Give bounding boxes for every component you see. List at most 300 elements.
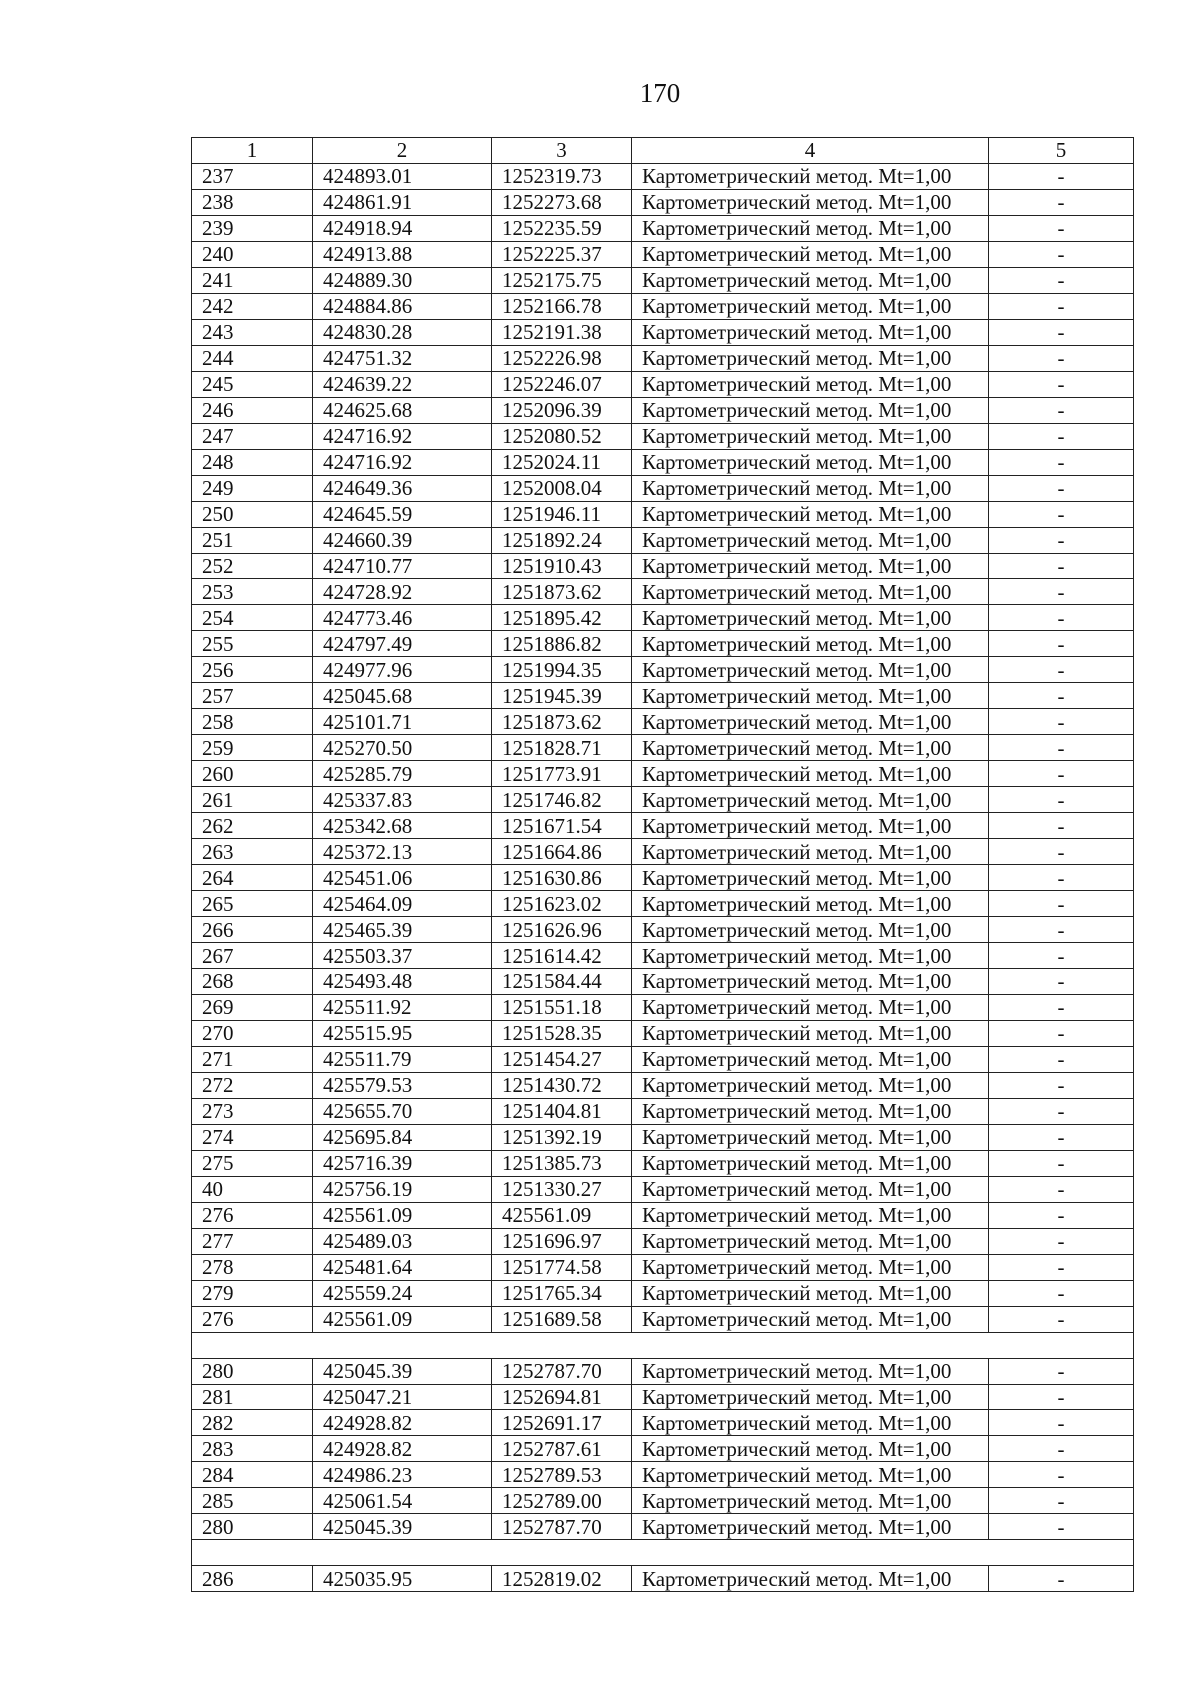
coordinate-y-cell: 1251689.58 [492,1306,632,1332]
note-cell: - [989,423,1134,449]
coordinate-y-cell: 1252008.04 [492,475,632,501]
coordinate-y-cell: 1251746.82 [492,787,632,813]
point-number-cell: 251 [192,527,313,553]
note-cell: - [989,1384,1134,1410]
table-row [192,709,1134,735]
method-cell: Картометрический метод. Mt=1,00 [632,994,989,1020]
separator-row [192,1332,1134,1358]
coordinate-x-cell: 424625.68 [313,397,492,423]
table-row [192,1046,1134,1072]
point-number-cell: 256 [192,657,313,683]
table-row [192,1254,1134,1280]
coordinate-x-cell: 425695.84 [313,1124,492,1150]
table-row [192,1228,1134,1254]
method-cell: Картометрический метод. Mt=1,00 [632,1254,989,1280]
separator-cell [192,1540,1134,1566]
point-number-cell: 238 [192,189,313,215]
table-row [192,579,1134,605]
coordinate-y-cell: 1251385.73 [492,1150,632,1176]
point-number-cell: 253 [192,579,313,605]
table-row [192,1514,1134,1540]
point-number-cell: 272 [192,1072,313,1098]
coordinate-y-cell: 1252096.39 [492,397,632,423]
coordinate-y-cell: 1251630.86 [492,865,632,891]
note-cell: - [989,163,1134,189]
table-row [192,267,1134,293]
table-row [192,1566,1134,1592]
note-cell: - [989,1072,1134,1098]
note-cell: - [989,1436,1134,1462]
separator-row [192,1540,1134,1566]
method-cell: Картометрический метод. Mt=1,00 [632,943,989,969]
note-cell: - [989,371,1134,397]
table-row [192,917,1134,943]
coordinate-y-cell: 1252175.75 [492,267,632,293]
table-row [192,605,1134,631]
point-number-cell: 264 [192,865,313,891]
note-cell: - [989,267,1134,293]
note-cell: - [989,1020,1134,1046]
table-row [192,1358,1134,1384]
coordinate-x-cell: 424884.86 [313,293,492,319]
note-cell: - [989,553,1134,579]
coordinate-x-cell: 424977.96 [313,657,492,683]
point-number-cell: 261 [192,787,313,813]
point-number-cell: 259 [192,735,313,761]
point-number-cell: 276 [192,1202,313,1228]
point-number-cell: 274 [192,1124,313,1150]
method-cell: Картометрический метод. Mt=1,00 [632,319,989,345]
note-cell: - [989,994,1134,1020]
method-cell: Картометрический метод. Mt=1,00 [632,709,989,735]
method-cell: Картометрический метод. Mt=1,00 [632,1228,989,1254]
table-row [192,241,1134,267]
note-cell: - [989,631,1134,657]
point-number-cell: 273 [192,1098,313,1124]
coordinate-y-cell: 1251404.81 [492,1098,632,1124]
header-col-4: 4 [632,138,989,164]
coordinate-x-cell: 425061.54 [313,1488,492,1514]
coordinate-y-cell: 425561.09 [492,1202,632,1228]
coordinates-table [191,137,1134,1592]
note-cell: - [989,1514,1134,1540]
table-row [192,1384,1134,1410]
table-row [192,943,1134,969]
note-cell: - [989,1098,1134,1124]
point-number-cell: 254 [192,605,313,631]
table-row [192,527,1134,553]
point-number-cell: 250 [192,501,313,527]
point-number-cell: 275 [192,1150,313,1176]
coordinate-x-cell: 425045.68 [313,683,492,709]
coordinate-x-cell: 424986.23 [313,1462,492,1488]
method-cell: Картометрический метод. Mt=1,00 [632,345,989,371]
note-cell: - [989,1046,1134,1072]
method-cell: Картометрический метод. Mt=1,00 [632,787,989,813]
coordinate-y-cell: 1252787.70 [492,1358,632,1384]
point-number-cell: 239 [192,215,313,241]
method-cell: Картометрический метод. Mt=1,00 [632,839,989,865]
point-number-cell: 263 [192,839,313,865]
table-row [192,1202,1134,1228]
point-number-cell: 282 [192,1410,313,1436]
coordinate-y-cell: 1251392.19 [492,1124,632,1150]
note-cell: - [989,293,1134,319]
point-number-cell: 271 [192,1046,313,1072]
note-cell: - [989,943,1134,969]
method-cell: Картометрический метод. Mt=1,00 [632,1566,989,1592]
coordinate-x-cell: 425561.09 [313,1202,492,1228]
method-cell: Картометрический метод. Mt=1,00 [632,397,989,423]
method-cell: Картометрический метод. Mt=1,00 [632,813,989,839]
coordinate-y-cell: 1251584.44 [492,969,632,995]
note-cell: - [989,1488,1134,1514]
table-row [192,1098,1134,1124]
coordinate-x-cell: 424918.94 [313,215,492,241]
note-cell: - [989,501,1134,527]
point-number-cell: 40 [192,1176,313,1202]
point-number-cell: 281 [192,1384,313,1410]
coordinate-y-cell: 1252694.81 [492,1384,632,1410]
method-cell: Картометрический метод. Mt=1,00 [632,865,989,891]
note-cell: - [989,1358,1134,1384]
separator-cell [192,1332,1134,1358]
coordinate-y-cell: 1252235.59 [492,215,632,241]
coordinate-y-cell: 1251765.34 [492,1280,632,1306]
table-row [192,1176,1134,1202]
method-cell: Картометрический метод. Mt=1,00 [632,553,989,579]
coordinate-y-cell: 1252225.37 [492,241,632,267]
method-cell: Картометрический метод. Mt=1,00 [632,501,989,527]
note-cell: - [989,1462,1134,1488]
method-cell: Картометрический метод. Mt=1,00 [632,1306,989,1332]
coordinate-x-cell: 425489.03 [313,1228,492,1254]
coordinate-x-cell: 425559.24 [313,1280,492,1306]
table-row [192,1436,1134,1462]
method-cell: Картометрический метод. Mt=1,00 [632,163,989,189]
method-cell: Картометрический метод. Mt=1,00 [632,1280,989,1306]
coordinate-x-cell: 424645.59 [313,501,492,527]
point-number-cell: 269 [192,994,313,1020]
note-cell: - [989,449,1134,475]
coordinate-x-cell: 424639.22 [313,371,492,397]
method-cell: Картометрический метод. Mt=1,00 [632,579,989,605]
table-row [192,1280,1134,1306]
table-body [192,163,1134,1591]
table-row [192,1020,1134,1046]
point-number-cell: 280 [192,1514,313,1540]
table-row [192,813,1134,839]
note-cell: - [989,865,1134,891]
coordinate-x-cell: 425045.39 [313,1358,492,1384]
table-row [192,1488,1134,1514]
point-number-cell: 270 [192,1020,313,1046]
coordinate-x-cell: 424913.88 [313,241,492,267]
point-number-cell: 240 [192,241,313,267]
coordinate-x-cell: 424893.01 [313,163,492,189]
coordinate-y-cell: 1252246.07 [492,371,632,397]
coordinate-y-cell: 1251945.39 [492,683,632,709]
point-number-cell: 255 [192,631,313,657]
coordinate-y-cell: 1252273.68 [492,189,632,215]
note-cell: - [989,1566,1134,1592]
coordinate-x-cell: 425101.71 [313,709,492,735]
coordinate-x-cell: 425285.79 [313,761,492,787]
method-cell: Картометрический метод. Mt=1,00 [632,1202,989,1228]
method-cell: Картометрический метод. Mt=1,00 [632,605,989,631]
note-cell: - [989,1228,1134,1254]
coordinate-x-cell: 425035.95 [313,1566,492,1592]
table-row [192,1072,1134,1098]
note-cell: - [989,891,1134,917]
method-cell: Картометрический метод. Mt=1,00 [632,631,989,657]
coordinate-y-cell: 1252691.17 [492,1410,632,1436]
header-col-1: 1 [192,138,313,164]
method-cell: Картометрический метод. Mt=1,00 [632,1098,989,1124]
coordinate-x-cell: 424710.77 [313,553,492,579]
coordinate-x-cell: 425579.53 [313,1072,492,1098]
note-cell: - [989,683,1134,709]
table-row [192,345,1134,371]
method-cell: Картометрический метод. Mt=1,00 [632,761,989,787]
coordinate-y-cell: 1251626.96 [492,917,632,943]
coordinate-y-cell: 1251671.54 [492,813,632,839]
table-row [192,891,1134,917]
table-row [192,371,1134,397]
table-row [192,735,1134,761]
point-number-cell: 248 [192,449,313,475]
note-cell: - [989,1410,1134,1436]
note-cell: - [989,813,1134,839]
coordinate-y-cell: 1252789.00 [492,1488,632,1514]
coordinate-x-cell: 424716.92 [313,449,492,475]
coordinate-x-cell: 424928.82 [313,1410,492,1436]
coordinate-y-cell: 1251528.35 [492,1020,632,1046]
table-row [192,865,1134,891]
coordinate-x-cell: 425047.21 [313,1384,492,1410]
coordinate-x-cell: 424830.28 [313,319,492,345]
method-cell: Картометрический метод. Mt=1,00 [632,1020,989,1046]
point-number-cell: 245 [192,371,313,397]
coordinate-y-cell: 1252191.38 [492,319,632,345]
table-row [192,839,1134,865]
method-cell: Картометрический метод. Mt=1,00 [632,1150,989,1176]
point-number-cell: 283 [192,1436,313,1462]
note-cell: - [989,319,1134,345]
coordinate-y-cell: 1251773.91 [492,761,632,787]
coordinate-x-cell: 424928.82 [313,1436,492,1462]
coordinate-y-cell: 1251551.18 [492,994,632,1020]
coordinate-x-cell: 425464.09 [313,891,492,917]
coordinate-y-cell: 1251623.02 [492,891,632,917]
table-row [192,553,1134,579]
point-number-cell: 244 [192,345,313,371]
note-cell: - [989,1150,1134,1176]
note-cell: - [989,709,1134,735]
coordinate-y-cell: 1251994.35 [492,657,632,683]
note-cell: - [989,787,1134,813]
method-cell: Картометрический метод. Mt=1,00 [632,1410,989,1436]
coordinate-x-cell: 424649.36 [313,475,492,501]
note-cell: - [989,761,1134,787]
method-cell: Картометрический метод. Mt=1,00 [632,969,989,995]
coordinate-y-cell: 1252787.70 [492,1514,632,1540]
table-header-row [192,138,1134,164]
coordinate-x-cell: 425756.19 [313,1176,492,1202]
note-cell: - [989,1176,1134,1202]
coordinate-y-cell: 1252080.52 [492,423,632,449]
coordinate-y-cell: 1252226.98 [492,345,632,371]
table-row [192,1306,1134,1332]
coordinate-x-cell: 425342.68 [313,813,492,839]
method-cell: Картометрический метод. Mt=1,00 [632,1462,989,1488]
table-row [192,1462,1134,1488]
coordinate-x-cell: 424728.92 [313,579,492,605]
note-cell: - [989,1124,1134,1150]
table-row [192,423,1134,449]
header-col-3: 3 [492,138,632,164]
note-cell: - [989,1202,1134,1228]
coordinate-x-cell: 425515.95 [313,1020,492,1046]
method-cell: Картометрический метод. Mt=1,00 [632,735,989,761]
table-row [192,397,1134,423]
coordinate-y-cell: 1251892.24 [492,527,632,553]
method-cell: Картометрический метод. Mt=1,00 [632,1046,989,1072]
method-cell: Картометрический метод. Mt=1,00 [632,1384,989,1410]
coordinate-x-cell: 425465.39 [313,917,492,943]
point-number-cell: 279 [192,1280,313,1306]
method-cell: Картометрический метод. Mt=1,00 [632,891,989,917]
coordinate-x-cell: 425511.79 [313,1046,492,1072]
coordinate-x-cell: 425372.13 [313,839,492,865]
method-cell: Картометрический метод. Mt=1,00 [632,1488,989,1514]
point-number-cell: 243 [192,319,313,345]
table-row [192,657,1134,683]
method-cell: Картометрический метод. Mt=1,00 [632,917,989,943]
coordinate-y-cell: 1252789.53 [492,1462,632,1488]
note-cell: - [989,241,1134,267]
table-row [192,631,1134,657]
note-cell: - [989,397,1134,423]
coordinate-x-cell: 424751.32 [313,345,492,371]
coordinate-x-cell: 424660.39 [313,527,492,553]
coordinate-y-cell: 1251873.62 [492,579,632,605]
table-row [192,475,1134,501]
coordinate-x-cell: 424797.49 [313,631,492,657]
coordinate-y-cell: 1252819.02 [492,1566,632,1592]
coordinate-x-cell: 425045.39 [313,1514,492,1540]
note-cell: - [989,579,1134,605]
point-number-cell: 237 [192,163,313,189]
coordinate-y-cell: 1251910.43 [492,553,632,579]
point-number-cell: 246 [192,397,313,423]
table-row [192,189,1134,215]
note-cell: - [989,215,1134,241]
coordinate-x-cell: 425503.37 [313,943,492,969]
table-row [192,215,1134,241]
method-cell: Картометрический метод. Mt=1,00 [632,657,989,683]
coordinate-y-cell: 1251873.62 [492,709,632,735]
method-cell: Картометрический метод. Mt=1,00 [632,241,989,267]
point-number-cell: 267 [192,943,313,969]
point-number-cell: 241 [192,267,313,293]
coordinate-y-cell: 1251828.71 [492,735,632,761]
point-number-cell: 249 [192,475,313,501]
method-cell: Картометрический метод. Mt=1,00 [632,423,989,449]
method-cell: Картометрический метод. Mt=1,00 [632,449,989,475]
point-number-cell: 257 [192,683,313,709]
page-number: 170 [639,78,681,108]
coordinate-y-cell: 1251895.42 [492,605,632,631]
note-cell: - [989,1254,1134,1280]
header-col-2: 2 [313,138,492,164]
coordinate-y-cell: 1251454.27 [492,1046,632,1072]
method-cell: Картометрический метод. Mt=1,00 [632,293,989,319]
note-cell: - [989,605,1134,631]
coordinate-x-cell: 425655.70 [313,1098,492,1124]
coordinate-y-cell: 1251946.11 [492,501,632,527]
coordinate-x-cell: 425451.06 [313,865,492,891]
table-row [192,994,1134,1020]
point-number-cell: 262 [192,813,313,839]
coordinate-x-cell: 424716.92 [313,423,492,449]
coordinate-x-cell: 425270.50 [313,735,492,761]
method-cell: Картометрический метод. Mt=1,00 [632,683,989,709]
point-number-cell: 284 [192,1462,313,1488]
note-cell: - [989,1280,1134,1306]
note-cell: - [989,1306,1134,1332]
table-row [192,501,1134,527]
note-cell: - [989,917,1134,943]
coordinate-x-cell: 424773.46 [313,605,492,631]
note-cell: - [989,475,1134,501]
point-number-cell: 276 [192,1306,313,1332]
point-number-cell: 280 [192,1358,313,1384]
point-number-cell: 268 [192,969,313,995]
point-number-cell: 286 [192,1566,313,1592]
note-cell: - [989,657,1134,683]
point-number-cell: 277 [192,1228,313,1254]
point-number-cell: 266 [192,917,313,943]
point-number-cell: 252 [192,553,313,579]
method-cell: Картометрический метод. Mt=1,00 [632,1358,989,1384]
note-cell: - [989,345,1134,371]
note-cell: - [989,969,1134,995]
method-cell: Картометрический метод. Mt=1,00 [632,527,989,553]
point-number-cell: 260 [192,761,313,787]
table-row [192,969,1134,995]
coordinate-x-cell: 425481.64 [313,1254,492,1280]
note-cell: - [989,735,1134,761]
table-row [192,319,1134,345]
coordinate-x-cell: 424889.30 [313,267,492,293]
coordinate-y-cell: 1252024.11 [492,449,632,475]
header-col-5: 5 [989,138,1134,164]
table-row [192,1150,1134,1176]
point-number-cell: 285 [192,1488,313,1514]
table-row [192,787,1134,813]
table-row [192,1124,1134,1150]
coordinate-x-cell: 425716.39 [313,1150,492,1176]
method-cell: Картометрический метод. Mt=1,00 [632,1072,989,1098]
table-row [192,449,1134,475]
coordinate-y-cell: 1251886.82 [492,631,632,657]
method-cell: Картометрический метод. Mt=1,00 [632,1436,989,1462]
table-row [192,163,1134,189]
coordinate-x-cell: 425493.48 [313,969,492,995]
note-cell: - [989,189,1134,215]
method-cell: Картометрический метод. Mt=1,00 [632,1514,989,1540]
